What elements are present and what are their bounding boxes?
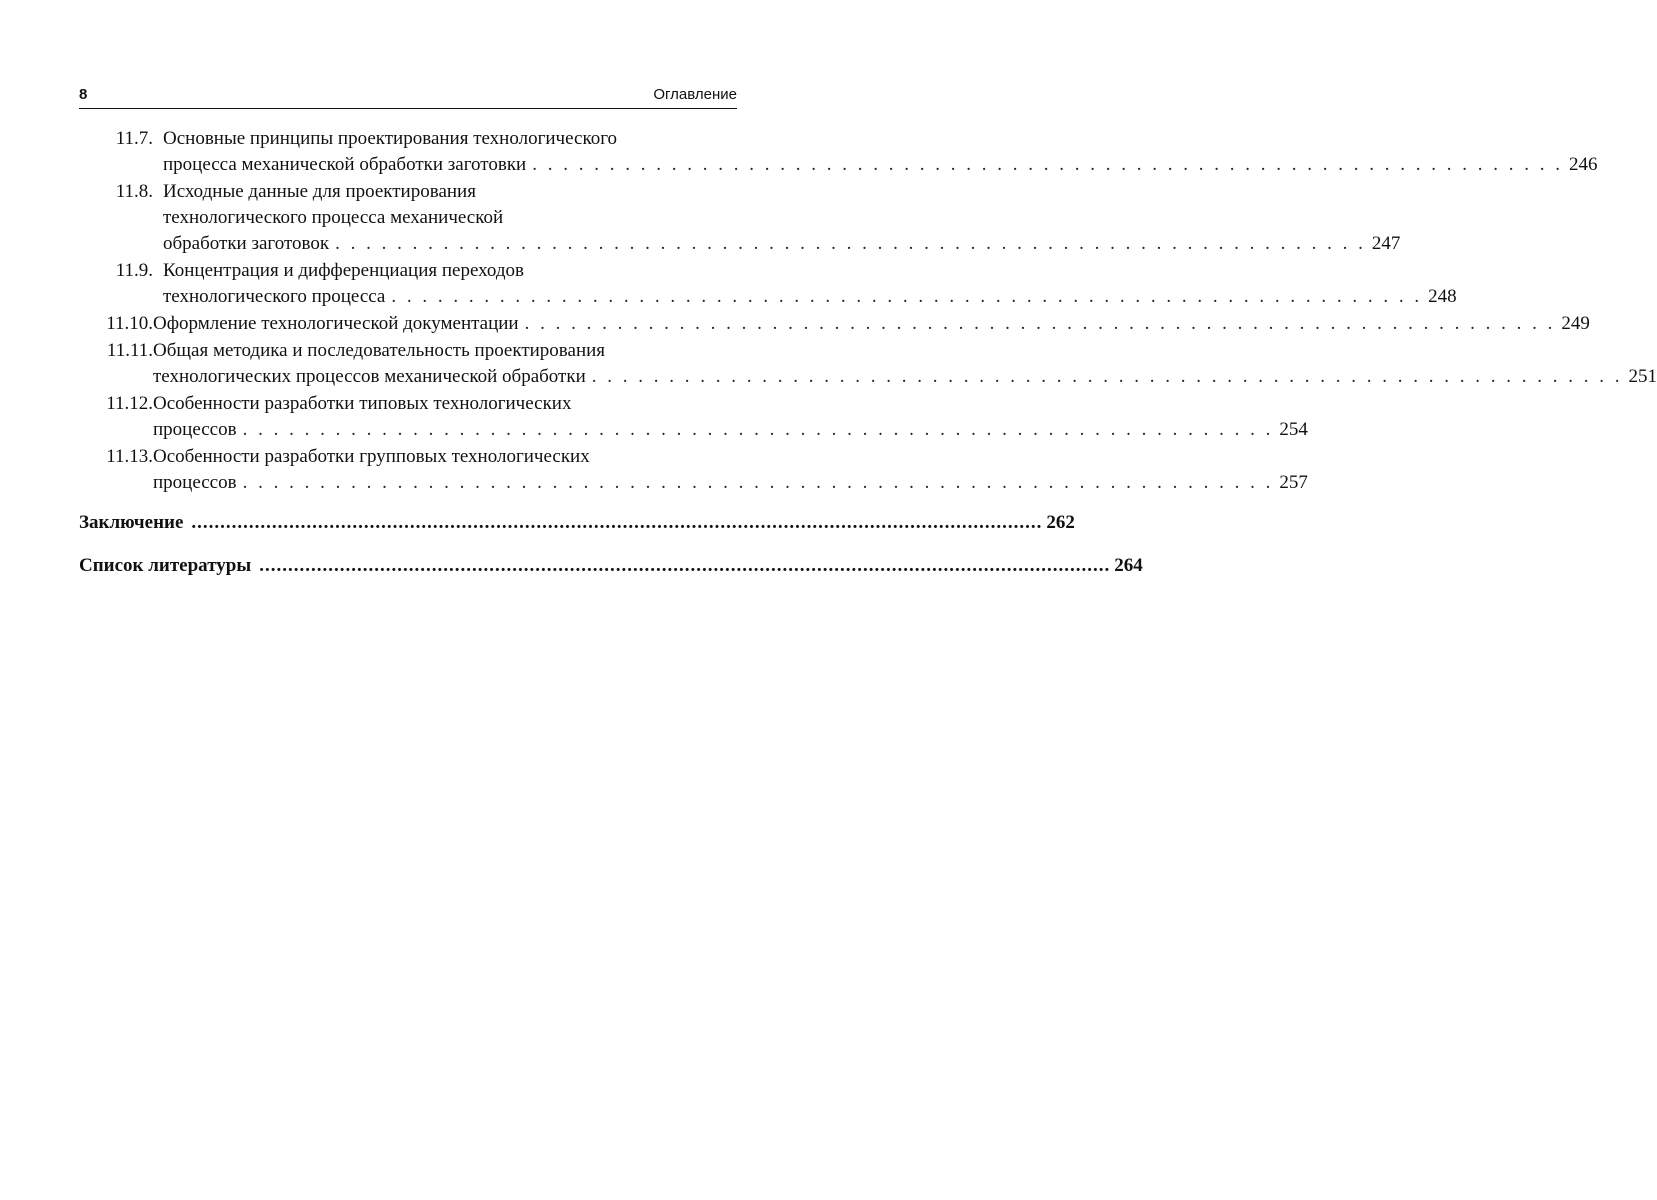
entry-title-line: Основные принципы проектирования технологического	[163, 128, 618, 149]
entry-title-line: Концентрация и дифференциация переходов	[163, 260, 524, 281]
toc-entry-11-10[interactable]	[79, 311, 1590, 337]
running-title: Оглавление	[653, 86, 737, 103]
toc-entry-11-9[interactable]	[79, 258, 1457, 310]
entry-page-number: 254	[1279, 419, 1308, 440]
page-header	[79, 82, 737, 109]
dot-leader: . . . . . . . . . . . . . . . . . . . . . . . . . . . . . . . . . . . . . . . . . . . . . . . . . . . . . . . . . . . . . . . . . . .	[591, 366, 1623, 387]
section-page-number: 262	[1046, 512, 1075, 533]
toc-entry-11-8[interactable]	[79, 179, 1401, 257]
entry-title-line: Особенности разработки групповых технологических	[153, 446, 590, 467]
section-title: Список литературы	[79, 555, 252, 576]
toc-entry-11-12[interactable]	[79, 391, 1308, 443]
entry-title-line: Оформление технологической документации	[153, 313, 519, 334]
entry-page-number: 251	[1628, 366, 1657, 387]
entry-title-line: технологических процессов механической обработки	[153, 366, 586, 387]
entry-title-line: процессов	[153, 472, 237, 493]
toc-section-bibliography[interactable]	[79, 553, 1143, 579]
dot-leader: ....................................................................................................................................................	[191, 512, 1043, 533]
toc-entry-11-13[interactable]	[79, 444, 1308, 496]
entry-title-line: Исходные данные для проектирования	[163, 181, 476, 202]
table-of-contents	[79, 126, 1657, 579]
entry-number: 11.10.	[106, 313, 153, 334]
entry-number: 11.7.	[115, 128, 153, 149]
entry-page-number: 257	[1279, 472, 1308, 493]
entry-title-line: Общая методика и последовательность проектирования	[153, 340, 606, 361]
entry-number: 11.8.	[115, 181, 153, 202]
entry-title-line: обработки заготовок	[163, 233, 330, 254]
dot-leader: . . . . . . . . . . . . . . . . . . . . . . . . . . . . . . . . . . . . . . . . . . . . . . . . . . . . . . . . . . . . . . . . . . .	[242, 472, 1274, 493]
entry-number: 11.13.	[106, 446, 153, 467]
entry-page-number: 248	[1428, 286, 1457, 307]
entry-title-line: технологического процесса механической	[163, 207, 504, 228]
dot-leader: . . . . . . . . . . . . . . . . . . . . . . . . . . . . . . . . . . . . . . . . . . . . . . . . . . . . . . . . . . . . . . . . . . .	[524, 313, 1556, 334]
dot-leader: ....................................................................................................................................................	[259, 555, 1111, 576]
toc-entry-11-11[interactable]	[79, 338, 1657, 390]
dot-leader: . . . . . . . . . . . . . . . . . . . . . . . . . . . . . . . . . . . . . . . . . . . . . . . . . . . . . . . . . . . . . . . . . . .	[532, 154, 1563, 175]
entry-title-line: процесса механической обработки заготовки	[163, 154, 527, 175]
section-title: Заключение	[79, 512, 184, 533]
entry-number: 11.12.	[106, 393, 153, 414]
entry-page-number: 246	[1568, 154, 1598, 175]
entry-page-number: 247	[1371, 233, 1401, 254]
entry-title-line: технологического процесса	[163, 286, 386, 307]
entry-title-line: Особенности разработки типовых технологических	[153, 393, 572, 414]
dot-leader: . . . . . . . . . . . . . . . . . . . . . . . . . . . . . . . . . . . . . . . . . . . . . . . . . . . . . . . . . . . . . . . . . . .	[391, 286, 1423, 307]
entry-title-line: процессов	[153, 419, 237, 440]
section-page-number: 264	[1114, 555, 1143, 576]
dot-leader: . . . . . . . . . . . . . . . . . . . . . . . . . . . . . . . . . . . . . . . . . . . . . . . . . . . . . . . . . . . . . . . . . . .	[242, 419, 1274, 440]
toc-entry-11-7[interactable]	[79, 126, 1598, 178]
entry-page-number: 249	[1561, 313, 1590, 334]
entry-number: 11.9.	[115, 260, 153, 281]
entry-number: 11.11.	[106, 340, 153, 361]
dot-leader: . . . . . . . . . . . . . . . . . . . . . . . . . . . . . . . . . . . . . . . . . . . . . . . . . . . . . . . . . . . . . . . . . . .	[335, 233, 1366, 254]
toc-section-conclusion[interactable]	[79, 510, 1075, 536]
page-number: 8	[79, 86, 88, 103]
